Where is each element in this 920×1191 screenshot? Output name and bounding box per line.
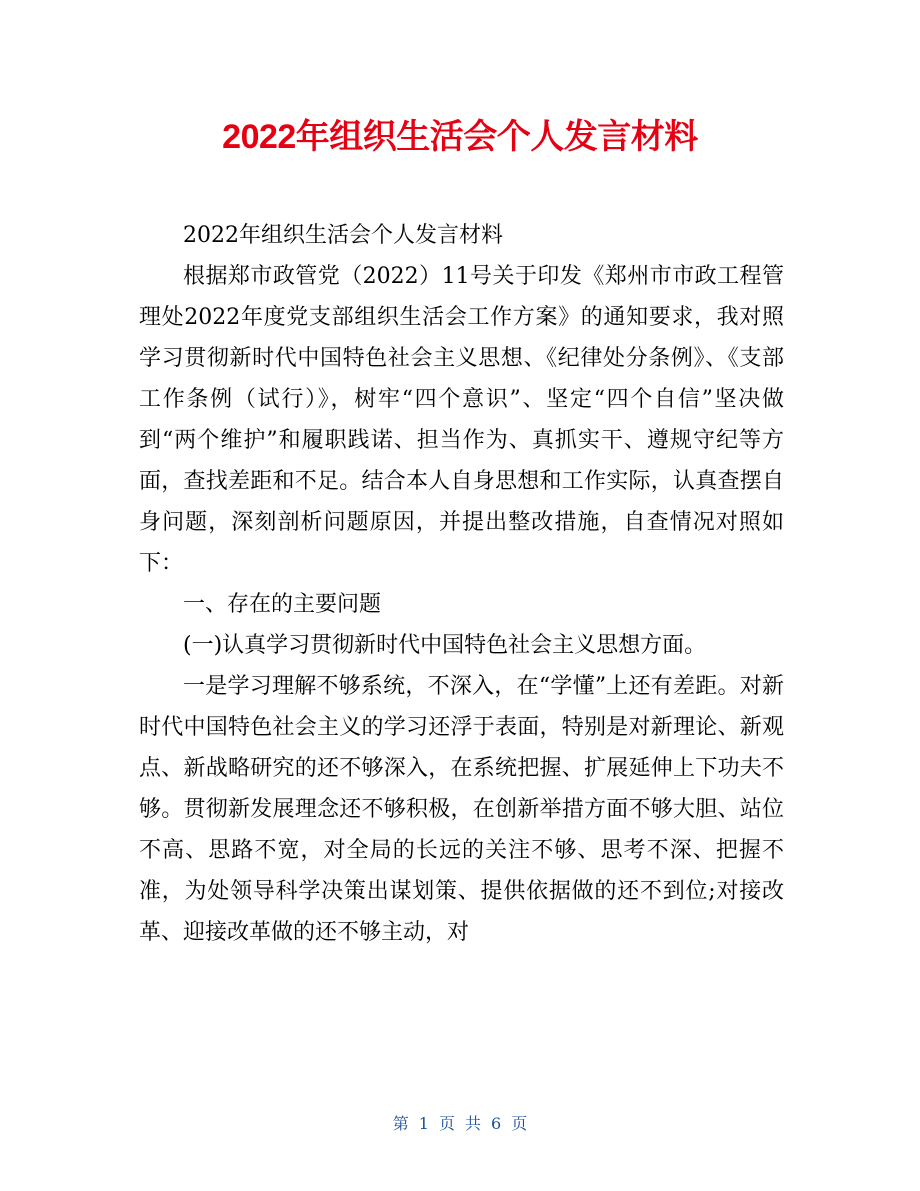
paragraph-issue-one: 一是学习理解不够系统，不深入，在“学懂”上还有差距。对新时代中国特色社会主义的学习还浮于表面，特别是对新理论、新观点、新战略研究的还不够深入，在系统把握、扩展延伸上下功夫不够。贯彻新发展理念还不够积极，在创新举措方面不够大胆、站位不高、思路不宽，对全局的长远的关注不够、思考不深、把握不准，为处领导科学决策出谋划策、提供依据做的还不到位;对接改革、迎接改革做的还不够主动，对 bbox=[139, 674, 784, 945]
document-title: 2022年组织生活会个人发言材料 bbox=[222, 118, 698, 156]
footer-prefix: 第 bbox=[392, 1114, 409, 1133]
footer-total-pages: 6 bbox=[491, 1114, 502, 1133]
footer-suffix: 页 bbox=[511, 1114, 528, 1133]
footer-page-number: 1 bbox=[418, 1114, 429, 1133]
paragraph-intro: 根据郑市政管党（2022）11号关于印发《郑州市市政工程管理处2022年度党支部组织生活会工作方案》的通知要求，我对照学习贯彻新时代中国特色社会主义思想、《纪律处分条例》、《支部工作条例（试行）》，树牢“四个意识”、坚定“四个自信”坚决做到“两个维护”和履职践诺、担当作为、真抓实干、遵规守纪等方面，查找差距和不足。结合本人自身思想和工作实际，认真查摆自身问题，深刻剖析问题原因，并提出整改措施，自查情况对照如下： bbox=[139, 264, 784, 576]
footer-page-label: 页 bbox=[438, 1114, 455, 1133]
section-heading: 一、存在的主要问题 bbox=[183, 592, 382, 617]
document-body bbox=[139, 215, 784, 953]
paragraph-heading-repeat: 2022年组织生活会个人发言材料 bbox=[183, 223, 503, 248]
page-footer bbox=[0, 1112, 920, 1136]
subsection-heading: (一)认真学习贯彻新时代中国特色社会主义思想方面。 bbox=[183, 633, 707, 658]
footer-total-label: 共 bbox=[465, 1114, 482, 1133]
